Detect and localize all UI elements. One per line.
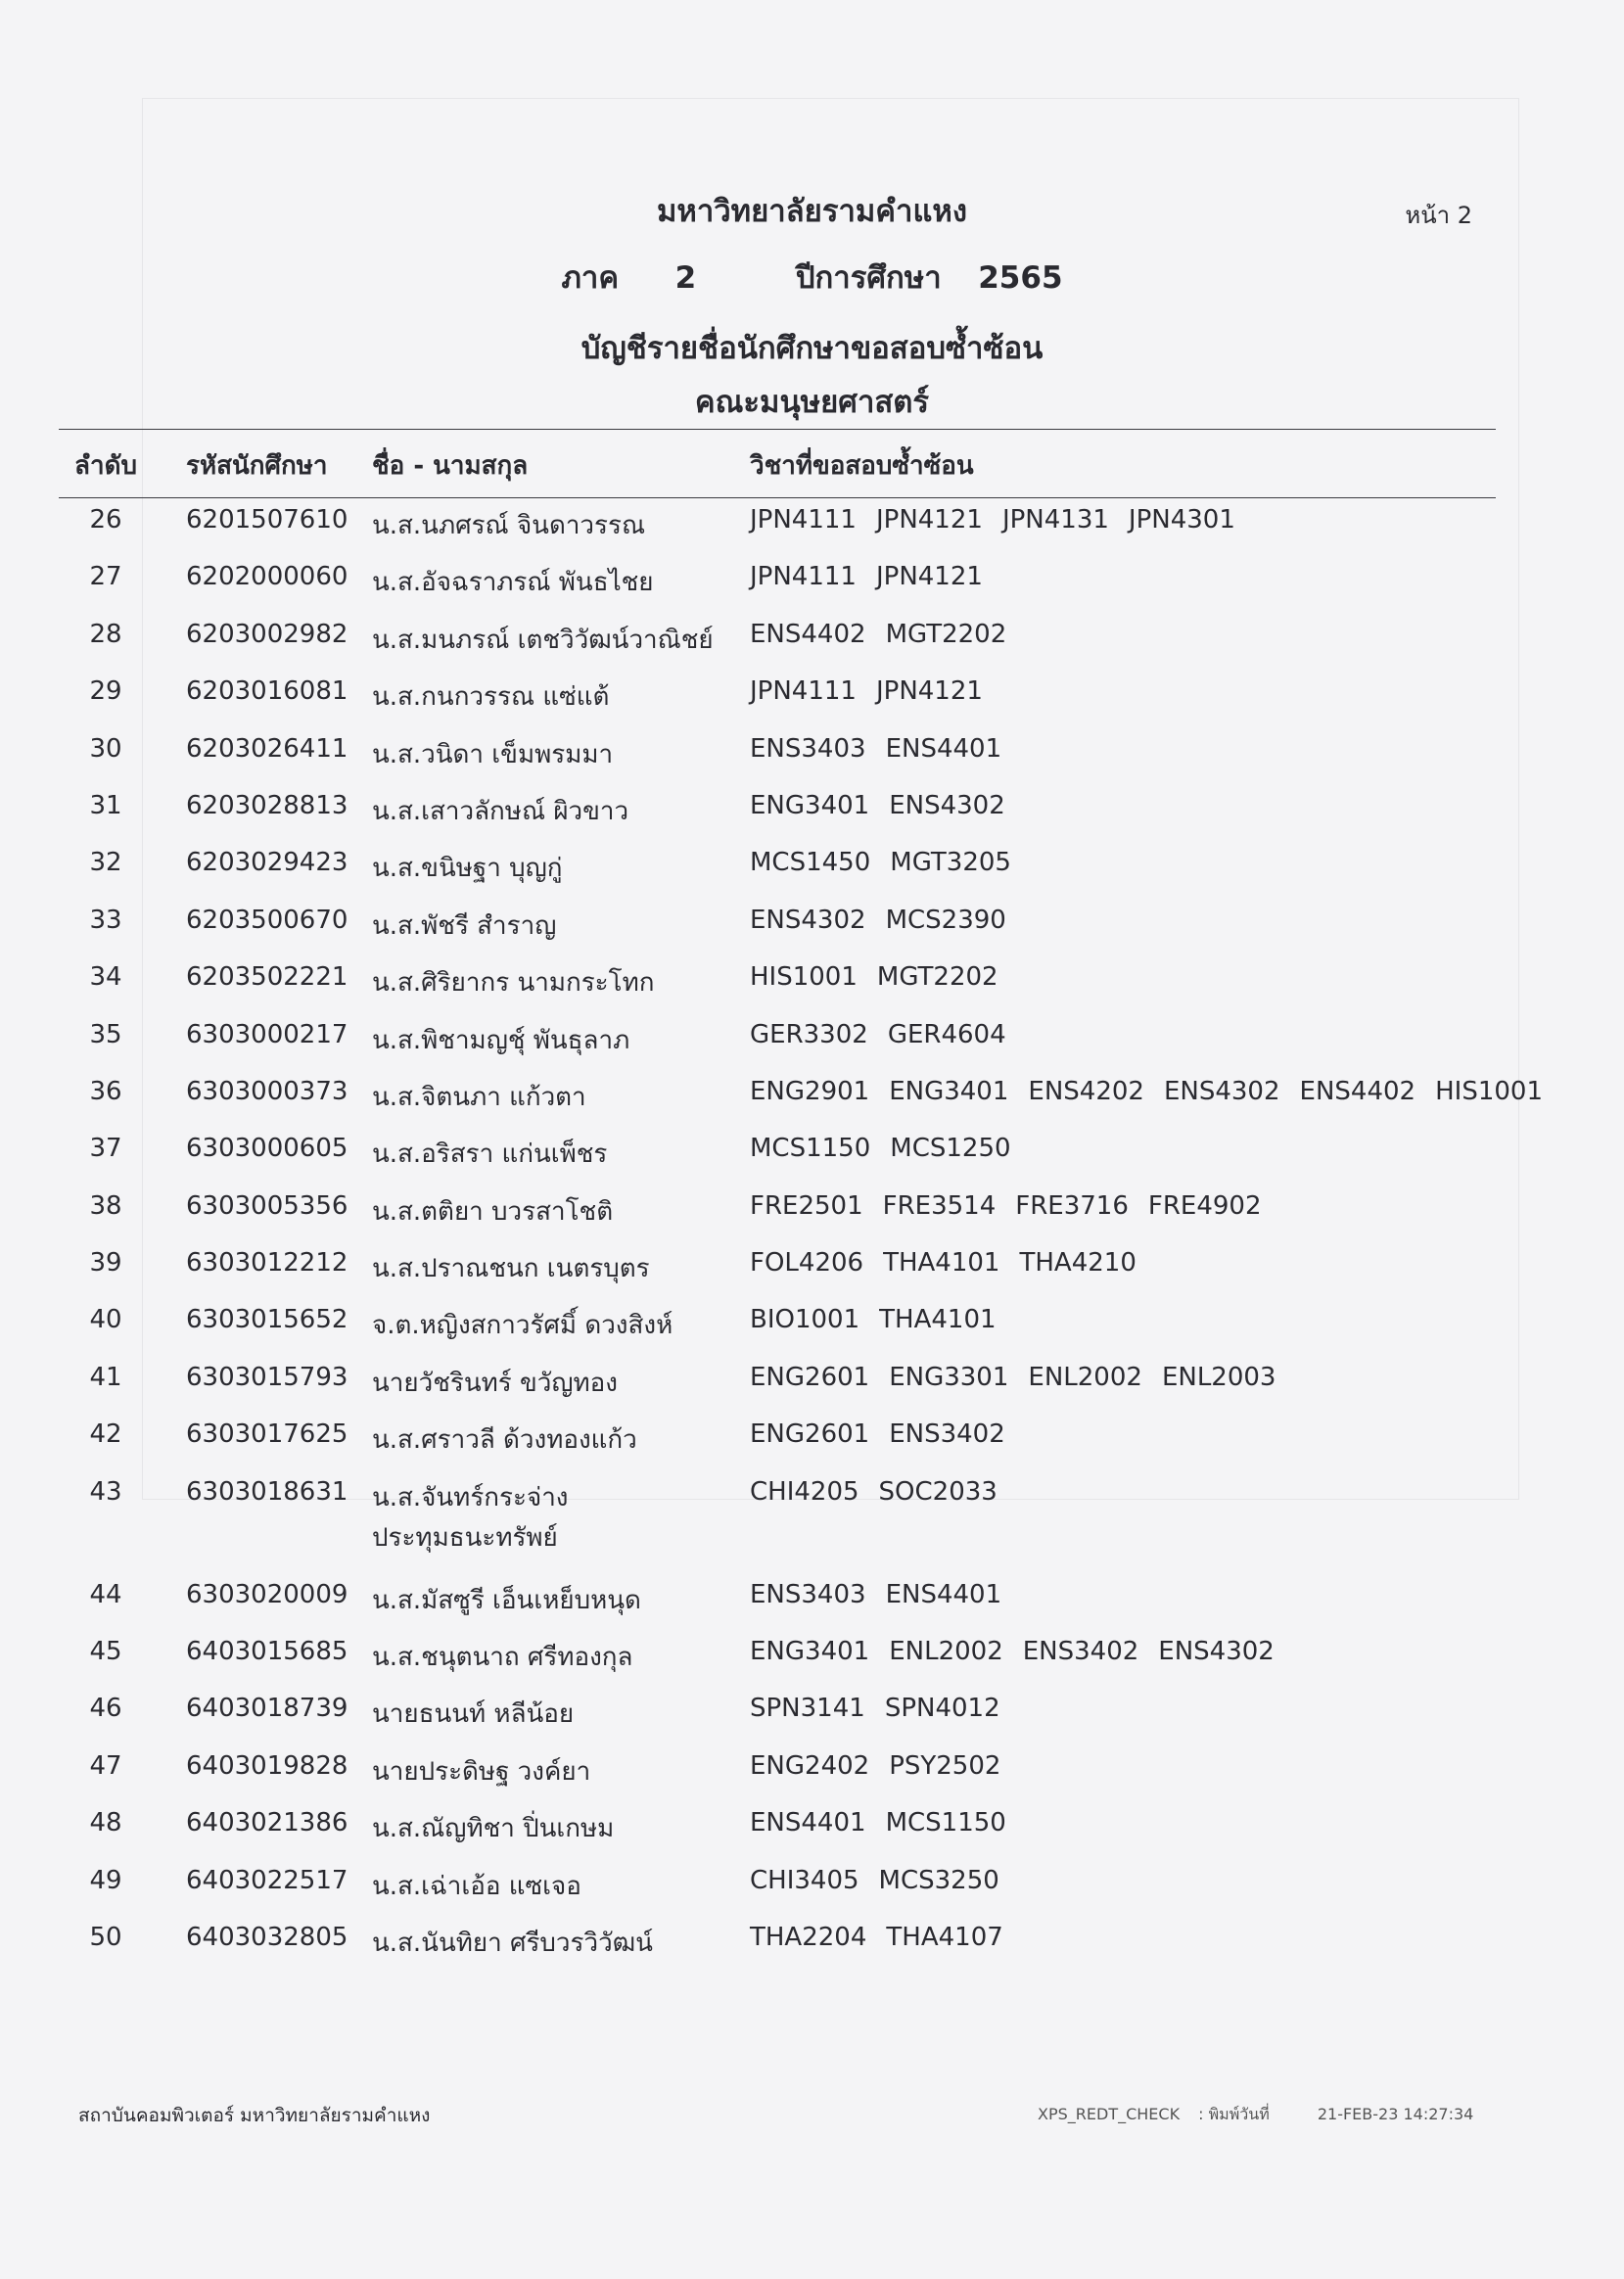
term-label: ภาค — [561, 260, 620, 296]
student-name — [372, 962, 654, 1002]
student-id: 6203026411 — [186, 733, 348, 764]
student-name-line: น.ส.จันทร์กระจ่าง — [372, 1482, 569, 1512]
subject-code: THA4101 — [883, 1248, 1000, 1279]
subject-code: THA4107 — [886, 1922, 1003, 1952]
row-number: 45 — [89, 1637, 122, 1667]
row-number: 41 — [89, 1362, 122, 1392]
table-row — [0, 1126, 1624, 1183]
table-row — [0, 1297, 1624, 1354]
subject-code: PSY2502 — [889, 1750, 1001, 1781]
row-number: 37 — [89, 1134, 122, 1164]
table-row — [0, 1184, 1624, 1240]
subject-list — [750, 791, 1025, 820]
table-row — [0, 1629, 1624, 1686]
subject-list — [750, 1020, 1026, 1049]
student-id: 6303018631 — [186, 1476, 348, 1507]
student-name-line: น.ส.อริสรา แก่นเพ็ชร — [372, 1140, 608, 1170]
subject-list — [750, 1477, 1017, 1507]
subject-code: THA4210 — [1019, 1248, 1137, 1279]
subject-code: SPN4012 — [884, 1694, 1000, 1724]
subject-code: MGT2202 — [876, 962, 998, 993]
subject-code: JPN4111 — [750, 562, 857, 592]
subject-code: JPN4121 — [875, 676, 983, 707]
footer-print-datetime: 21-FEB-23 14:27:34 — [1317, 2105, 1474, 2123]
table-row — [0, 1744, 1624, 1800]
table-row — [0, 898, 1624, 954]
subject-code: GER3302 — [750, 1019, 868, 1049]
list-title: บัญชีรายชื่อนักศึกษาขอสอบซ้ำซ้อน — [580, 331, 1044, 366]
student-id: 6303012212 — [186, 1248, 348, 1279]
student-name — [372, 1191, 613, 1232]
subject-code: FOL4206 — [750, 1248, 864, 1279]
row-number: 49 — [89, 1865, 122, 1895]
subject-code: ENG3401 — [889, 1076, 1009, 1106]
student-id: 6203029423 — [186, 848, 348, 878]
row-number: 36 — [89, 1076, 122, 1106]
row-number: 38 — [89, 1190, 122, 1221]
student-id: 6303015652 — [186, 1305, 348, 1335]
row-number: 26 — [89, 505, 122, 535]
subject-list — [750, 1077, 1562, 1106]
subject-code: ENS4402 — [1299, 1076, 1416, 1106]
student-id: 6203500670 — [186, 905, 348, 935]
student-name-line: น.ส.นันทิยา ศรีบวรวิวัฒน์ — [372, 1928, 653, 1958]
student-id: 6403022517 — [186, 1865, 348, 1895]
subject-list — [750, 848, 1031, 877]
subject-code: JPN4121 — [875, 505, 983, 535]
term-value: 2 — [674, 260, 697, 296]
row-number: 35 — [89, 1019, 122, 1049]
subject-list — [750, 734, 1021, 764]
student-name-line: น.ส.ชนุตนาถ ศรีทองกุล — [372, 1643, 633, 1673]
subject-code: MGT2202 — [885, 619, 1007, 649]
faculty-name: คณะมนุษยศาสตร์ — [694, 385, 930, 420]
subject-list — [750, 1694, 1020, 1723]
row-number: 34 — [89, 962, 122, 993]
subject-list — [750, 676, 1002, 706]
student-name — [372, 505, 645, 545]
subject-list — [750, 1637, 1294, 1666]
subject-code: ENG2901 — [750, 1076, 870, 1106]
subject-code: MCS1150 — [885, 1808, 1006, 1838]
student-name — [372, 1477, 568, 1558]
student-id: 6201507610 — [186, 505, 348, 535]
subject-list — [750, 1923, 1023, 1952]
table-row — [0, 783, 1624, 840]
subject-code: ENS4302 — [1158, 1637, 1275, 1667]
student-id: 6303017625 — [186, 1419, 348, 1450]
student-name — [372, 1020, 629, 1060]
header-student-id: รหัสนักศึกษา — [186, 451, 328, 481]
subject-code: ENL2003 — [1161, 1362, 1276, 1392]
student-name-line: น.ส.ปราณชนก เนตรบุตร — [372, 1254, 650, 1284]
student-name — [372, 676, 609, 717]
subject-code: SOC2033 — [878, 1476, 998, 1507]
subject-code: ENL2002 — [1028, 1362, 1142, 1392]
subject-code: ENS4302 — [889, 790, 1005, 820]
subject-code: ENS3403 — [750, 1579, 866, 1609]
table-row — [0, 669, 1624, 725]
student-name-line: นายธนนท์ หลีน้อย — [372, 1699, 575, 1730]
row-number: 46 — [89, 1694, 122, 1724]
student-name — [372, 1580, 641, 1620]
student-name — [372, 906, 556, 946]
page-number: หน้า 2 — [1405, 202, 1472, 229]
subject-code: ENG3301 — [889, 1362, 1009, 1392]
student-id: 6403019828 — [186, 1750, 348, 1781]
student-name-line: น.ส.เสาวลักษณ์ ผิวขาว — [372, 796, 629, 826]
student-id: 6403018739 — [186, 1694, 348, 1724]
table-row — [0, 1240, 1624, 1297]
row-number: 32 — [89, 848, 122, 878]
table-row — [0, 1686, 1624, 1743]
table-row — [0, 1412, 1624, 1468]
subject-code: ENG2601 — [750, 1362, 870, 1392]
student-name — [372, 1248, 650, 1288]
subject-code: THA2204 — [750, 1922, 867, 1952]
student-table-body — [0, 497, 1624, 1972]
student-name-line: น.ส.อัจฉราภรณ์ พันธไชย — [372, 568, 654, 598]
table-row — [0, 612, 1624, 669]
subject-code: ENG2402 — [750, 1750, 870, 1781]
subject-list — [750, 1808, 1026, 1837]
table-header — [0, 445, 1624, 488]
subject-code: CHI3405 — [750, 1865, 859, 1895]
table-row — [0, 1572, 1624, 1629]
student-name — [372, 1077, 586, 1117]
row-number: 50 — [89, 1922, 122, 1952]
student-id: 6303020009 — [186, 1579, 348, 1609]
table-top-rule — [59, 429, 1496, 430]
subject-code: JPN4131 — [1001, 505, 1109, 535]
footer-print-info — [1038, 2103, 1487, 2127]
student-id: 6403032805 — [186, 1922, 348, 1952]
subject-list — [750, 1248, 1156, 1278]
table-row — [0, 1355, 1624, 1412]
table-row — [0, 1012, 1624, 1069]
subject-code: ENS3402 — [1022, 1637, 1139, 1667]
row-number: 28 — [89, 619, 122, 649]
student-id: 6303000373 — [186, 1076, 348, 1106]
student-id: 6203002982 — [186, 619, 348, 649]
subject-code: FRE2501 — [750, 1190, 863, 1221]
subject-list — [750, 906, 1026, 935]
student-name — [372, 562, 654, 602]
header-subjects: วิชาที่ขอสอบซ้ำซ้อน — [750, 451, 974, 481]
student-name-line: น.ส.เฉ่าเอ้อ แซเจอ — [372, 1871, 581, 1901]
student-name — [372, 1694, 574, 1734]
row-number: 39 — [89, 1248, 122, 1279]
footer-print-label: : พิมพ์วันที่ — [1198, 2105, 1270, 2123]
student-name-line: น.ส.จิตนภา แก้วตา — [372, 1082, 586, 1112]
row-number: 27 — [89, 562, 122, 592]
year-label: ปีการศึกษา — [795, 260, 942, 296]
subject-list — [750, 562, 1002, 591]
subject-code: MCS3250 — [878, 1865, 999, 1895]
student-name — [372, 620, 714, 660]
subject-code: FRE3716 — [1015, 1190, 1129, 1221]
year-value: 2565 — [978, 260, 1063, 296]
subject-code: ENG3401 — [750, 790, 870, 820]
student-id: 6203016081 — [186, 676, 348, 707]
student-id: 6303000605 — [186, 1134, 348, 1164]
student-name-line: น.ส.ตติยา บวรสาโชติ — [372, 1196, 614, 1227]
subject-code: HIS1001 — [750, 962, 858, 993]
student-name-line: น.ส.วนิดา เข็มพรมมา — [372, 739, 614, 769]
student-name — [372, 1419, 637, 1460]
student-name — [372, 848, 562, 888]
table-row — [0, 1069, 1624, 1126]
row-number: 30 — [89, 733, 122, 764]
student-id: 6303000217 — [186, 1019, 348, 1049]
term-line — [0, 253, 1624, 302]
student-id: 6403021386 — [186, 1808, 348, 1838]
subject-code: JPN4111 — [750, 676, 857, 707]
header-no: ลำดับ — [74, 451, 137, 481]
subject-list — [750, 1191, 1281, 1221]
subject-list — [750, 1419, 1025, 1449]
subject-code: MCS1450 — [750, 848, 871, 878]
subject-list — [750, 962, 1018, 992]
student-name — [372, 1363, 618, 1403]
subject-list — [750, 1305, 1016, 1334]
subject-code: FRE4902 — [1147, 1190, 1262, 1221]
subject-code: ENS3402 — [889, 1419, 1005, 1450]
table-row — [0, 1800, 1624, 1857]
student-id: 6202000060 — [186, 562, 348, 592]
table-row — [0, 726, 1624, 783]
subject-code: JPN4301 — [1128, 505, 1235, 535]
student-name — [372, 791, 628, 831]
subject-list — [750, 1363, 1295, 1392]
table-row — [0, 1469, 1624, 1572]
subject-code: GER4604 — [887, 1019, 1006, 1049]
row-number: 40 — [89, 1305, 122, 1335]
table-row — [0, 1858, 1624, 1915]
student-name-line: น.ส.ศิริยากร นามกระโทก — [372, 968, 655, 999]
student-name — [372, 734, 613, 774]
student-id: 6203028813 — [186, 790, 348, 820]
student-name-line: จ.ต.หญิงสกาวรัศมิ์ ดวงสิงห์ — [372, 1311, 673, 1341]
student-name — [372, 1866, 581, 1906]
subject-code: ENS4202 — [1028, 1076, 1144, 1106]
subject-list — [750, 1751, 1020, 1781]
subject-code: ENS4401 — [885, 1579, 1002, 1609]
student-name-line: น.ส.กนกวรรณ แซ่แต้ — [372, 682, 610, 713]
student-name-line: น.ส.ณัญทิชา ปิ่นเกษม — [372, 1814, 615, 1844]
student-id: 6403015685 — [186, 1637, 348, 1667]
row-number: 29 — [89, 676, 122, 707]
student-name-line: น.ส.ศราวลี ด้วงทองแก้ว — [372, 1425, 637, 1456]
row-number: 43 — [89, 1476, 122, 1507]
subject-code: THA4101 — [879, 1305, 997, 1335]
student-name-line: น.ส.ขนิษฐา บุญกู่ — [372, 854, 563, 884]
row-number: 42 — [89, 1419, 122, 1450]
student-name — [372, 1637, 632, 1677]
footer-institute: สถาบันคอมพิวเตอร์ มหาวิทยาลัยรามคำแหง — [78, 2105, 431, 2126]
subject-code: JPN4111 — [750, 505, 857, 535]
student-name-line: นายประดิษฐ วงค์ยา — [372, 1756, 591, 1787]
student-name — [372, 1923, 653, 1963]
subject-code: BIO1001 — [750, 1305, 860, 1335]
table-row — [0, 840, 1624, 897]
subject-code: ENL2002 — [889, 1637, 1003, 1667]
subject-code: MCS1250 — [890, 1134, 1011, 1164]
student-id: 6303005356 — [186, 1190, 348, 1221]
student-name-line: ประทุมธนะทรัพย์ — [372, 1522, 558, 1553]
row-number: 47 — [89, 1750, 122, 1781]
subject-code: JPN4121 — [875, 562, 983, 592]
row-number: 33 — [89, 905, 122, 935]
subject-code: ENS4401 — [750, 1808, 866, 1838]
row-number: 31 — [89, 790, 122, 820]
student-name — [372, 1305, 673, 1345]
student-id: 6303015793 — [186, 1362, 348, 1392]
table-row — [0, 554, 1624, 611]
subject-list — [750, 1580, 1021, 1609]
university-name: มหาวิทยาลัยรามคำแหง — [656, 194, 968, 229]
student-name-line: นายวัชรินทร์ ขวัญทอง — [372, 1368, 618, 1398]
row-number: 44 — [89, 1579, 122, 1609]
subject-code: ENS3403 — [750, 733, 866, 764]
subject-code: ENS4302 — [750, 905, 866, 935]
subject-code: ENS4402 — [750, 619, 866, 649]
subject-list — [750, 505, 1255, 535]
subject-code: MCS1150 — [750, 1134, 871, 1164]
subject-code: ENG3401 — [750, 1637, 870, 1667]
subject-code: SPN3141 — [750, 1694, 865, 1724]
subject-list — [750, 620, 1026, 649]
subject-code: FRE3514 — [882, 1190, 997, 1221]
subject-code: ENG2601 — [750, 1419, 870, 1450]
subject-code: ENS4302 — [1163, 1076, 1280, 1106]
student-name — [372, 1134, 607, 1174]
student-name — [372, 1808, 614, 1848]
table-row — [0, 497, 1624, 554]
student-name-line: น.ส.พัชรี สำราญ — [372, 910, 557, 941]
student-name — [372, 1751, 590, 1791]
student-name-line: น.ส.มัสซูรี เอ็นเหย็บหนุด — [372, 1585, 641, 1615]
student-id: 6203502221 — [186, 962, 348, 993]
subject-code: MGT3205 — [890, 848, 1011, 878]
student-name-line: น.ส.พิชามญชุ์ พันธุลาภ — [372, 1025, 630, 1055]
table-row — [0, 1915, 1624, 1972]
subject-code: HIS1001 — [1435, 1076, 1543, 1106]
subject-list — [750, 1134, 1031, 1163]
row-number: 48 — [89, 1808, 122, 1838]
student-name-line: น.ส.นภศรณ์ จินดาวรรณ — [372, 511, 646, 540]
subject-code: CHI4205 — [750, 1476, 859, 1507]
subject-code: MCS2390 — [885, 905, 1006, 935]
footer-report-code: XPS_REDT_CHECK — [1038, 2105, 1181, 2123]
table-row — [0, 954, 1624, 1011]
subject-code: ENS4401 — [885, 733, 1002, 764]
header-name: ชื่อ - นามสกุล — [372, 451, 529, 481]
subject-list — [750, 1866, 1019, 1895]
student-name-line: น.ส.มนภรณ์ เตชวิวัฒน์วาณิชย์ — [372, 625, 714, 655]
